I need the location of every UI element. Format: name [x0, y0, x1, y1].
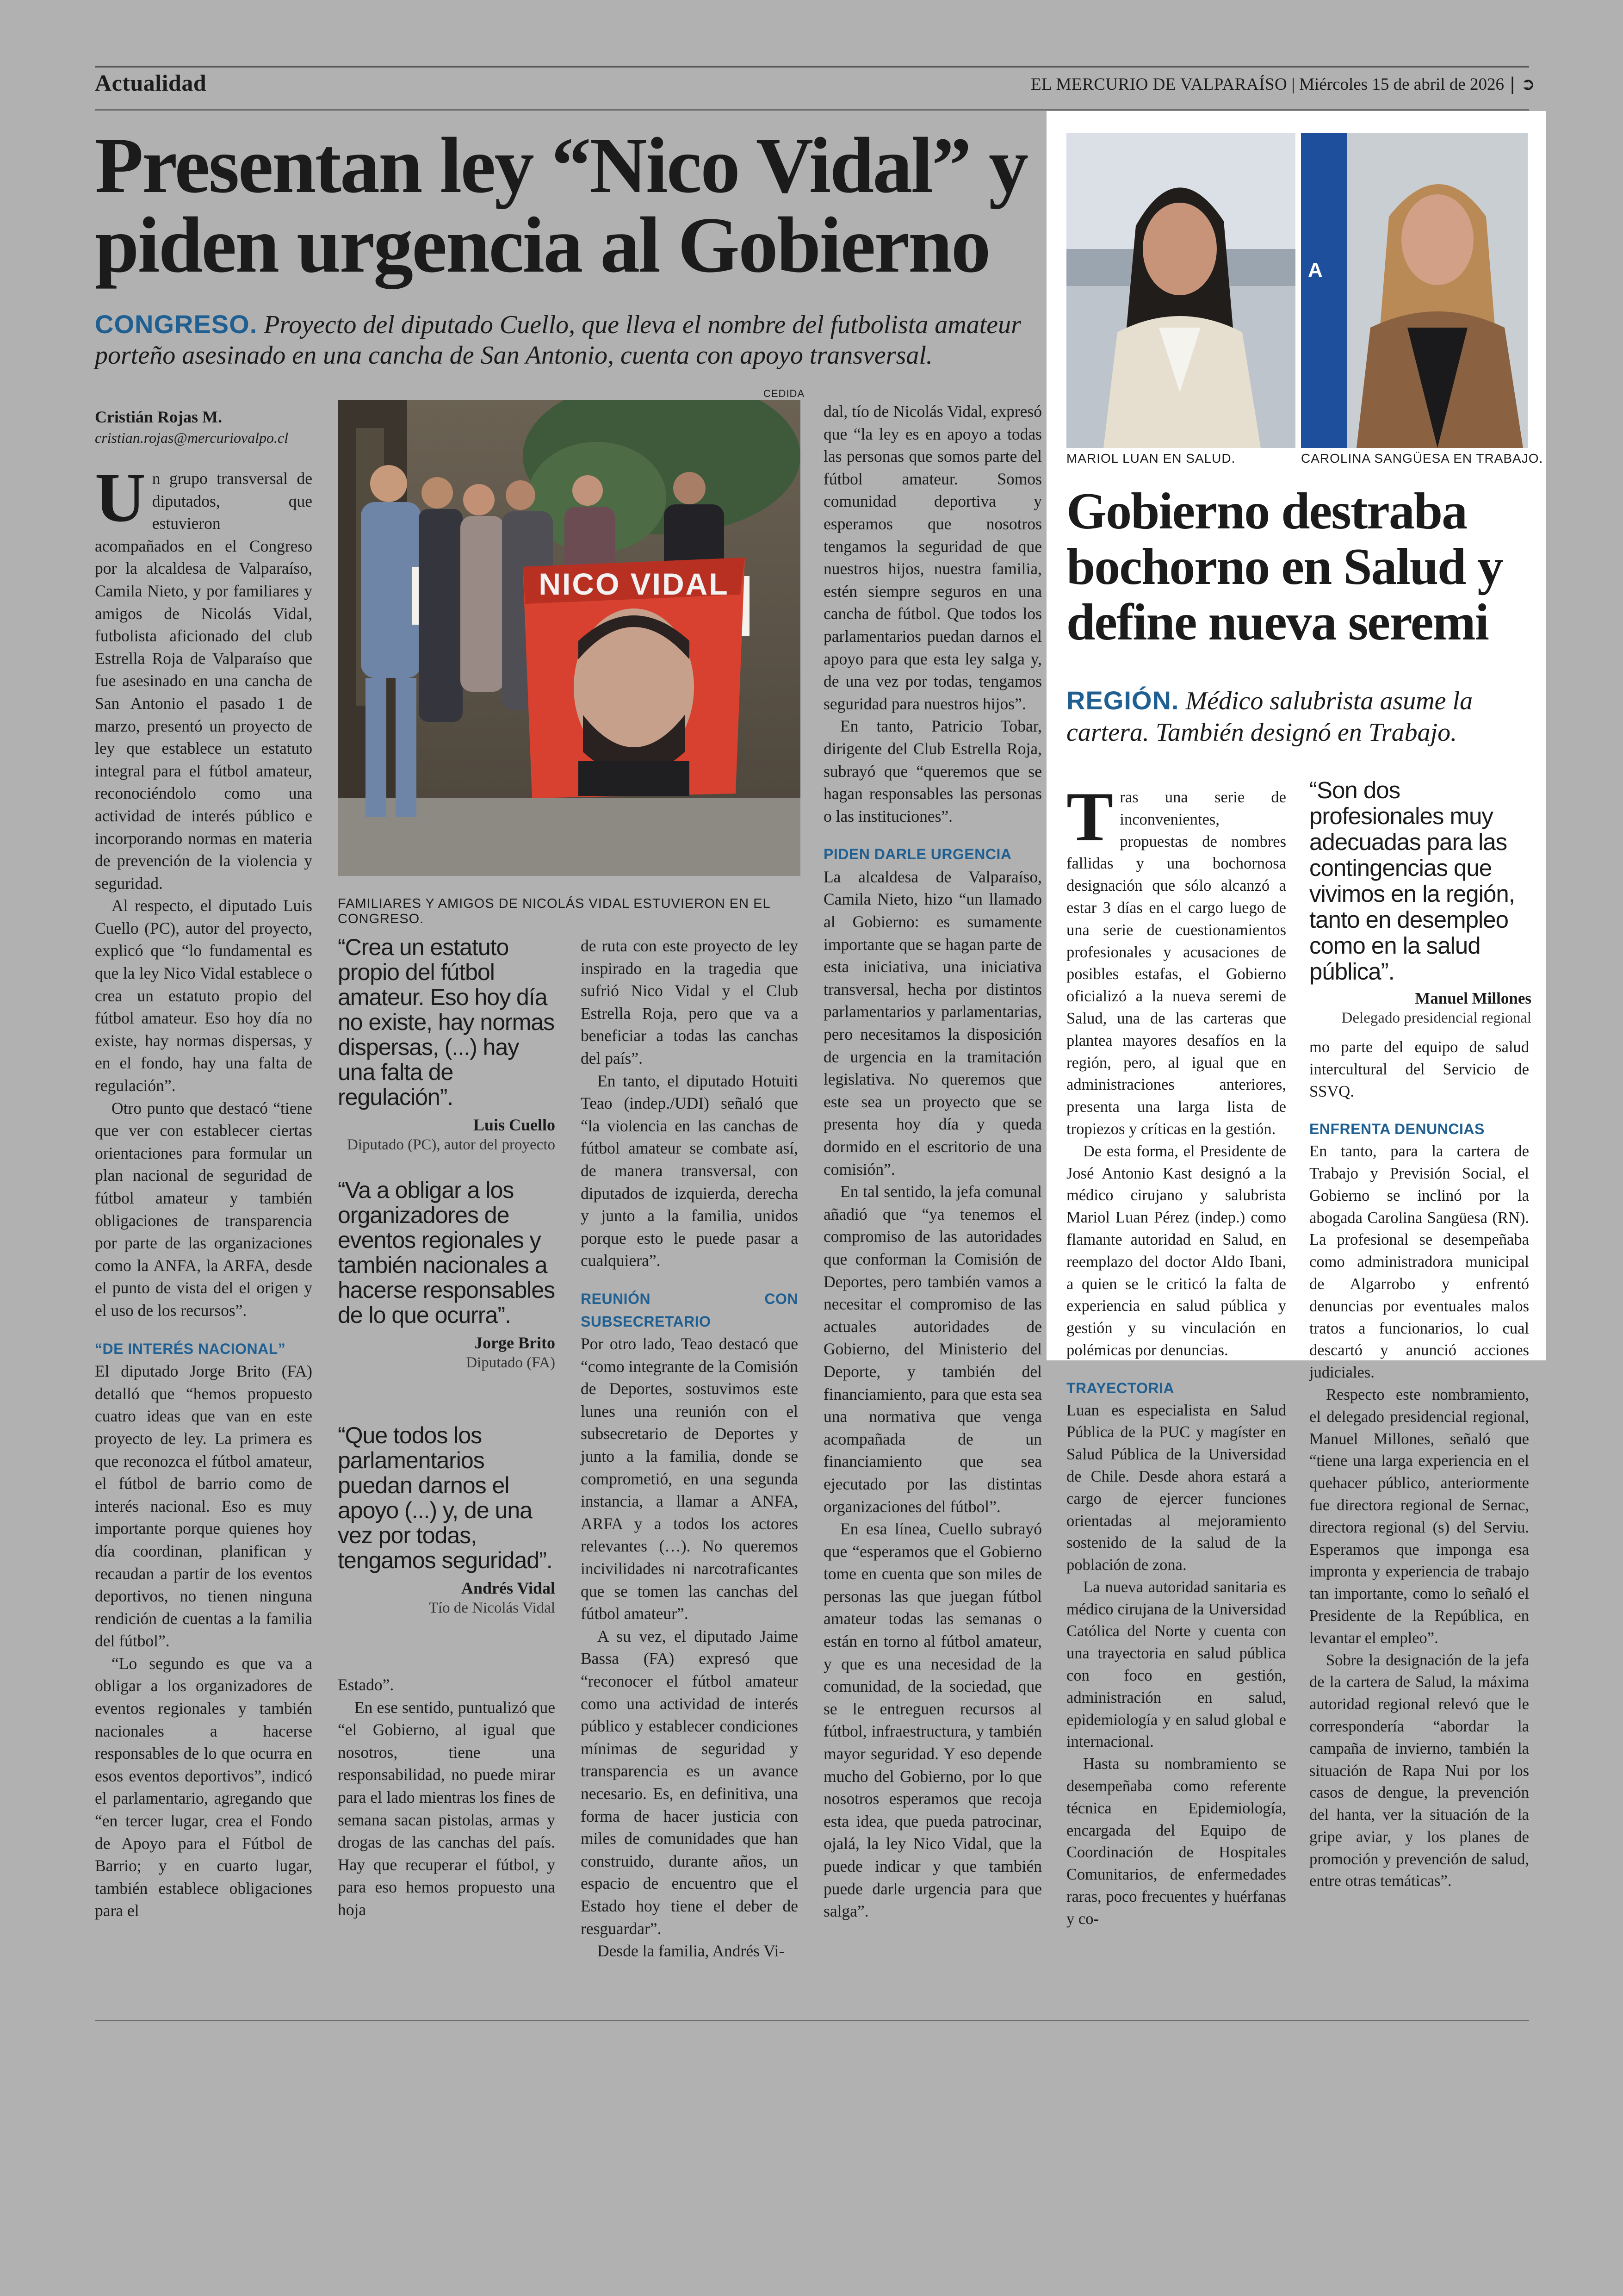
header-underline	[95, 109, 1529, 111]
article2-col1-p1: ras una serie de inconvenientes, propuestas de nombres fallidas y una bochornosa designación que sólo alcanzó a estar 3 días en el cargo luego de una serie de cuestionamientos profesionales y acusaciones de posibles estafas, el Gobierno oficializó a la nueva seremi de Salud, una de las carteras que plantea mayores desafíos en la región, pero, al igual que en administraciones anteriores, presenta una larga lista de tropiezos y críticas en la gestión.	[1066, 788, 1286, 1138]
bottom-rule	[95, 2020, 1529, 2021]
article2-dropcap: T	[1066, 778, 1114, 856]
article1-headline: Presentan ley “Nico Vidal” y piden urgencia al Gobierno	[95, 122, 1027, 289]
article1-col3-p1: de ruta con este proyecto de ley inspirado en la tragedia que sufrió Nico Vidal y el Club Estrella Roja, pero que va a beneficiar a todas las canchas del país”.	[581, 937, 798, 1067]
article1-col1-p4: El diputado Jorge Brito (FA) detalló que “hemos propuesto cuatro ideas que van en este proyecto de ley. La primera es que reconozca el fútbol amateur, el fútbol de barrio como de interés nacional. Eso es muy importante porque quienes hoy día coordinan, planifican y recaudan a partir de los eventos deportivos, no tienen ninguna rendición de cuentas a la familia del fútbol”.	[95, 1362, 312, 1651]
newspaper-name: EL MERCURIO DE VALPARAÍSO	[1031, 75, 1288, 94]
pull-quote-millones-text: “Son dos profesionales muy adecuadas para las contingencias que vivimos en la región, tanto en desempleo como en la salud pública”.	[1309, 777, 1515, 985]
article1-col3-p3: Por otro lado, Teao destacó que “como integrante de la Comisión de Deportes, sostuvimos este lunes una reunión con el subsecretario de Deportes y junto a la familia, donde se comprometió, en una segunda instancia, a llamar a ANFA, ARFA y a todos los actores relevantes (…). No queremos incivilidades ni narcotraficantes que se tomen las canchas del fútbol amateur”.	[581, 1334, 798, 1623]
pull-quote-cuello-role: Diputado (PC), autor del proyecto	[347, 1136, 555, 1153]
article1-col1-p3: Otro punto que destacó “tiene que ver con establecer ciertas orientaciones para formular un plan nacional de seguridad de fútbol amateur y también obligaciones de transparencia por parte de las organizaciones como la ANFA, la ARFA, desde el punto de vista del el origen y el uso de los recursos”.	[95, 1098, 312, 1320]
dateline-separator: |	[1287, 75, 1300, 94]
congress-photo	[338, 400, 800, 876]
pull-quote-vidal	[338, 1423, 555, 1617]
luan-photo	[1066, 133, 1295, 448]
article1-kicker: CONGRESO.	[95, 310, 258, 339]
article2-col1-p4: La nueva autoridad sanitaria es médico cirujana de la Universidad Católica del Norte y cuenta con una trayectoria en salud pública con foco en gestión, administración en salud, epidemiología y en salud global e internacional.	[1066, 1578, 1286, 1751]
article2-col2-p2: En tanto, para la cartera de Trabajo y Previsión Social, el Gobierno se inclinó por la abogada Carolina Sangüesa (RN). La profesional se desempeñaba como administradora municipal de Algarrobo y enfrentó denuncias por eventuales malos tratos a funcionarios, lo cual descartó y anunció acciones judiciales.	[1309, 1142, 1529, 1382]
caption-luan: MARIOL LUAN EN SALUD.	[1066, 451, 1236, 465]
article2-subhead-denuncias: ENFRENTA DENUNCIAS	[1309, 1121, 1485, 1138]
banner-text: NICO VIDAL	[539, 567, 729, 601]
article1-deck-text: Proyecto del diputado Cuello, que lleva el nombre del futbolista amateur porteño asesinado en una cancha de San Antonio, cuenta con apoyo transversal.	[95, 310, 1021, 370]
article1-col1-p5: “Lo segundo es que va a obligar a los organizadores de eventos regionales y también nacionales a hacerse responsables de lo que ocurra en esos eventos deportivos”, indicó el parlamentario, agregando que “en tercer lugar, crea el Fondo de Apoyo para el Fútbol de Barrio; y en cuarto lugar, también establece obligaciones para el	[95, 1654, 312, 1920]
byline-email: cristian.rojas@mercuriovalpo.cl	[95, 429, 289, 446]
article1-col2b-p2: En ese sentido, puntualizó que “el Gobierno, al igual que nosotros, tiene una responsabilidad, no puede mirar para el lado mientras los fines de semana sacan pistolas, armas y drogas de las canchas del país. Hay que recuperar el fútbol, y para eso hemos propuesto una hoja	[338, 1698, 555, 1919]
article1-col1-p2: Al respecto, el diputado Luis Cuello (PC), autor del proyecto, explicó que “lo fundamental es que la ley Nico Vidal establece o crea un estatuto propio del fútbol amateur. Eso hoy día no existe, hay normas dispersas, y en el fondo, hay una falta de regulación”.	[95, 896, 312, 1095]
pull-quote-millones	[1309, 777, 1531, 1027]
pull-quote-millones-name: Manuel Millones	[1415, 989, 1531, 1007]
pull-quote-cuello	[338, 935, 555, 1154]
sanguesa-photo-sign-letter: A	[1308, 259, 1323, 281]
pull-quote-vidal-name: Andrés Vidal	[461, 1579, 555, 1597]
article1-column-3	[581, 935, 798, 1962]
article1-column-2-bottom	[338, 1674, 555, 1921]
pull-quote-cuello-name: Luis Cuello	[473, 1116, 555, 1134]
article2-headline: Gobierno destraba bochorno en Salud y define nueva seremi	[1066, 483, 1503, 651]
pull-quote-brito-name: Jorge Brito	[474, 1334, 555, 1352]
sanguesa-photo	[1301, 133, 1528, 448]
article1-col3-p5: Desde la familia, Andrés Vi-	[597, 1942, 785, 1961]
congress-photo-illustration	[338, 400, 800, 876]
article1-col4-p2: En tanto, Patricio Tobar, dirigente del Club Estrella Roja, subrayó que “queremos que se hagan responsables las personas o las instituciones”.	[824, 717, 1042, 825]
article1-col2b-p1: Estado”.	[338, 1675, 394, 1694]
article2-col2-p4: Sobre la designación de la jefa de la cartera de Salud, la máxima autoridad regional relevó que le correspondería “abordar la campaña de invierno, también la situación de Rapa Nui por los casos de dengue, la prevención del hanta, ver la situación de la gripe aviar, y los planes de promoción y prevención de salud, entre otras temáticas”.	[1309, 1651, 1529, 1890]
article2-subhead-trayectoria: TRAYECTORIA	[1066, 1379, 1175, 1396]
caption-sanguesa: CAROLINA SANGÜESA EN TRABAJO.	[1301, 451, 1543, 465]
article1-col4-p3: La alcaldesa de Valparaíso, Camila Nieto, hizo “un llamado al Gobierno: es sumamente importante que se hagan parte de esta iniciativa, una iniciativa transversal, hecha por distintos parlamentarios y parlamentarias, pero necesitamos la disposición de urgencia en la tramitación legislativa. No queremos que este sea un proyecto que se presenta hoy día y queda dormido en el escritorio de una comisión”.	[824, 867, 1042, 1179]
article1-col4-p4: En tal sentido, la jefa comunal añadió que “ya tenemos el compromiso de las autoridades que conforman la Comisión de Deportes, pero también vamos a necesitar el compromiso de las actuales autoridades de Gobierno, del Ministerio del Deporte, y también del financiamiento, para que esta sea una normativa que venga acompañada de un financiamiento que sea ejecutado por las distintas organizaciones del fútbol”.	[824, 1182, 1042, 1516]
pull-quote-millones-role: Delegado presidencial regional	[1341, 1010, 1531, 1026]
article1-col3-p4: A su vez, el diputado Jaime Bassa (FA) expresó que “reconocer el fútbol amateur como una actividad de interés público y establecer condiciones mínimas de seguridad y transparencia es un avance necesario. Es, en definitiva, una forma de hacer justicia con miles de comunidades que han construido, durante años, un espacio de encuentro que el Estado hoy tiene el deber de resguardar”.	[581, 1626, 798, 1938]
sanguesa-photo-illustration	[1301, 133, 1528, 448]
article2-col1-p2: De esta forma, el Presidente de José Antonio Kast designó a la médico cirujano y salubrista Mariol Luan Pérez (indep.) como flamante autoridad en Salud, en reemplazo del doctor Aldo Ibani, a quien se le criticó la falta de experiencia en salud pública y gestión y su vinculación en polémicas por denuncias.	[1066, 1142, 1286, 1359]
arrow-icon: | ➲	[1504, 74, 1535, 94]
article2-col2-p1: mo parte del equipo de salud intercultural del Servicio de SSVQ.	[1309, 1038, 1529, 1100]
article2-col1-p5: Hasta su nombramiento se desempeñaba como referente técnica en Epidemiología, encargada del Equipo de Coordinación de Hospitales Comunitarios, de enfermedades raras, poco frecuentes y huérfanas y co-	[1066, 1755, 1286, 1928]
article1-col3-p2: En tanto, el diputado Hotuiti Teao (indep./UDI) señaló que “la violencia en las canchas de fútbol amateur se combate así, de manera transversal, con diputados de izquierda, derecha y junto a la familia, unidos porque esto le puede pasar a cualquiera”.	[581, 1071, 798, 1270]
article1-col4-p5: En esa línea, Cuello subrayó que “esperamos que el Gobierno tome en cuenta que son miles de personas las que juegan fútbol amateur todas las semanas o están en torno al fútbol amateur, y que es una necesidad de la comunidad, de la sociedad, que se le entreguen recursos al fútbol, infraestructura, y también mayor seguridad. Y eso depende mucho del Gobierno, por lo que nosotros esperamos que recoja esta idea, que pueda patrocinar, ojalá, la ley Nico Vidal, que la puede indicar y que también puede darle urgencia para que salga”.	[824, 1520, 1042, 1921]
byline-name: Cristián Rojas M.	[95, 408, 222, 426]
pull-quote-brito-text: “Va a obligar a los organizadores de eventos regionales y también nacionales a hacerse responsables de lo que ocurra”.	[338, 1177, 555, 1328]
section-label: Actualidad	[95, 70, 207, 96]
article1-column-1	[95, 459, 312, 1922]
article2-col2-p3: Respecto este nombramiento, el delegado presidencial regional, Manuel Millones, señaló que “tiene una larga experiencia en el quehacer público, anteriormente fue directora regional de Sernac, directora regional (s) del Serviu. Esperamos que imponga esa impronta y experiencia de trabajo tan importante, como lo señaló el Presidente de la República, en levantar el empleo”.	[1309, 1385, 1529, 1647]
article1-subhead-urgencia: PIDEN DARLE URGENCIA	[824, 846, 1012, 863]
pull-quote-vidal-role: Tío de Nicolás Vidal	[428, 1600, 555, 1616]
article1-subhead-reunion: REUNIÓN CON SUBSECRETARIO	[581, 1290, 798, 1330]
photo-credit: CEDIDA	[763, 388, 805, 399]
article1-col1-p1: n grupo transversal de diputados, que estuvieron acompañados en el Congreso por la alcaldesa de Valparaíso, Camila Nieto, y por familiares y amigos de Nicolás Vidal, futbolista aficionado del club Estrella Roja de Valparaíso que fue asesinado en una cancha de San Antonio el pasado 1 de marzo, presentó un proyecto de ley que establece un estatuto integral para el fútbol amateur, reconociéndolo como una actividad de interés público e incorporando normas en materia de prevención de la violencia y seguridad.	[95, 469, 312, 893]
article1-column-4	[824, 400, 1042, 1923]
pull-quote-vidal-text: “Que todos los parlamentarios puedan darnos el apoyo (...) y, de una vez por todas, tengamos seguridad”.	[338, 1422, 552, 1573]
article1-dropcap: U	[95, 459, 146, 536]
pull-quote-brito-role: Diputado (FA)	[466, 1354, 555, 1371]
article2-kicker: REGIÓN.	[1066, 686, 1179, 715]
article1-deck	[95, 309, 1043, 371]
article2-deck	[1066, 685, 1529, 748]
article2-column-1	[1066, 778, 1286, 1930]
dateline	[1031, 74, 1535, 94]
article2-deck-text: Médico salubrista asume la cartera. También designó en Trabajo.	[1066, 687, 1473, 747]
top-rule	[95, 66, 1529, 68]
article1-subhead-interes: “DE INTERÉS NACIONAL”	[95, 1340, 286, 1357]
article1-col4-p1: dal, tío de Nicolás Vidal, expresó que “la ley es en apoyo a todas las personas que somos parte del fútbol amateur. Somos comunidad deportiva y esperamos que nosotros tengamos la seguridad de que nuestros hijos, nuestra familia, estén siempre seguros en una cancha de fútbol. Que todos los parlamentarios puedan darnos el apoyo para que esta ley salga y, de una vez por todas, tengamos seguridad para nuestros hijos”.	[824, 402, 1042, 713]
article2-col1-p3: Luan es especialista en Salud Pública de la PUC y magíster en Salud Pública de la Universidad de Chile. Desde ahora estará a cargo de ejercer funciones orientadas al mejoramiento sostenido de la salud de la población de zona.	[1066, 1401, 1286, 1574]
banner-graphic	[523, 558, 745, 798]
publication-date: Miércoles 15 de abril de 2026	[1299, 75, 1504, 94]
pull-quote-cuello-text: “Crea un estatuto propio del fútbol amateur. Eso hoy día no existe, hay normas dispersas, (...) hay una falta de regulación”.	[338, 934, 555, 1110]
article1-photo-caption: FAMILIARES Y AMIGOS DE NICOLÁS VIDAL ESTUVIERON EN EL CONGRESO.	[338, 896, 770, 926]
luan-photo-illustration	[1066, 133, 1295, 448]
article2-column-2	[1309, 1036, 1529, 1893]
pull-quote-brito	[338, 1178, 555, 1371]
